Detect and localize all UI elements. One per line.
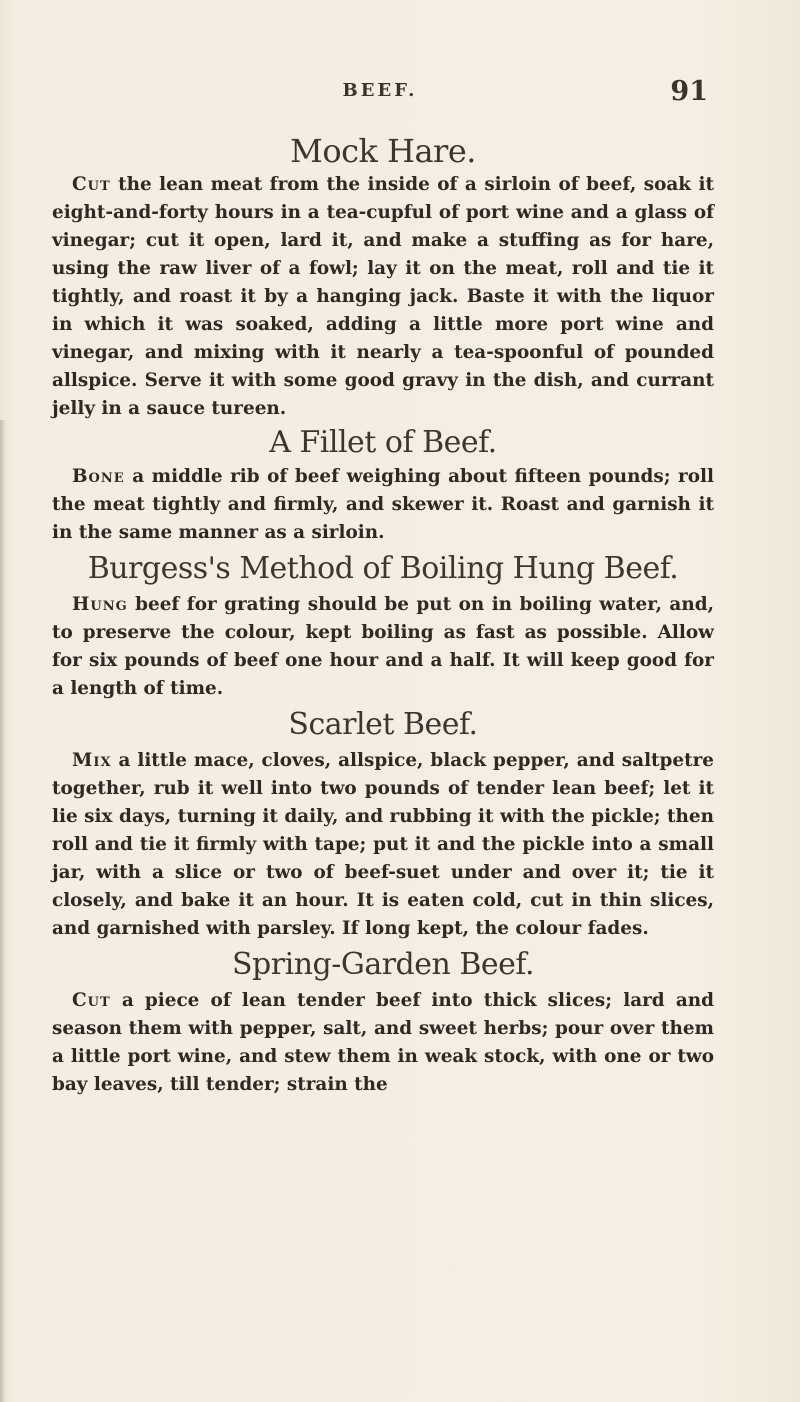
recipe-text: a middle rib of beef weighing about fifteen pounds; roll the meat tightly and firmly, and skewer it. Roast and garnish it in the same manner as a sirloin. bbox=[52, 466, 714, 543]
recipe-body bbox=[52, 747, 714, 943]
recipe-title: A Fillet of Beef. bbox=[269, 425, 497, 460]
recipe-title: Scarlet Beef. bbox=[288, 707, 478, 742]
recipe-body bbox=[52, 171, 714, 423]
page-content bbox=[52, 125, 714, 1099]
recipe-text: a piece of lean tender beef into thick slices; lard and season them with pepper, salt, and sweet herbs; pour over them a little port wine, and stew them in weak stock, with one or two bay leaves, till tender; strain the bbox=[52, 990, 714, 1095]
recipe-text: a little mace, cloves, allspice, black pepper, and saltpetre together, rub it well into two pounds of tender lean beef; let it lie six days, turning it daily, and rubbing it with the pickle; then roll and tie it firmly with tape; put it and the pickle into a small jar, with a slice or two of beef-suet under and over it; tie it closely, and bake it an hour. It is eaten cold, cut in thin slices, and garnished with parsley. If long kept, the colour fades. bbox=[52, 750, 714, 939]
recipe-title: Burgess's Method of Boiling Hung Beef. bbox=[87, 551, 679, 586]
page-edge-shadow bbox=[0, 420, 6, 1402]
lead-word: Bone bbox=[72, 466, 125, 487]
page-header bbox=[52, 76, 708, 112]
recipe-scarlet-beef bbox=[52, 703, 714, 943]
running-head: BEEF. bbox=[342, 80, 418, 101]
recipe-body bbox=[52, 591, 714, 703]
recipe-spring-garden-beef bbox=[52, 943, 714, 1099]
recipe-title: Spring-Garden Beef. bbox=[232, 947, 534, 982]
recipe-title: Mock Hare. bbox=[290, 132, 476, 170]
recipe-hung-beef bbox=[52, 547, 714, 703]
lead-word: Mix bbox=[72, 750, 112, 771]
page-number: 91 bbox=[670, 76, 708, 107]
recipe-body bbox=[52, 463, 714, 547]
lead-word: Hung bbox=[72, 594, 128, 615]
recipe-text: the lean meat from the inside of a sirloin of beef, soak it eight-and-forty hours in a tea-cupful of port wine and a glass of vinegar; cut it open, lard it, and make a stuffing as for hare, using the raw liver of a fowl; lay it on the meat, roll and tie it tightly, and roast it by a hanging jack. Baste it with the liquor in which it was soaked, adding a little more port wine and vinegar, and mixing with it nearly a tea-spoonful of pounded allspice. Serve it with some good gravy in the dish, and currant jelly in a sauce tureen. bbox=[52, 174, 714, 419]
lead-word: Cut bbox=[72, 990, 111, 1011]
lead-word: Cut bbox=[72, 174, 111, 195]
recipe-mock-hare bbox=[52, 131, 714, 423]
recipe-fillet-of-beef bbox=[52, 423, 714, 547]
recipe-body bbox=[52, 987, 714, 1099]
recipe-text: beef for grating should be put on in boiling water, and, to preserve the colour, kept boiling as fast as possible. Allow for six pounds of beef one hour and a half. It will keep good for a length of time. bbox=[52, 594, 714, 699]
